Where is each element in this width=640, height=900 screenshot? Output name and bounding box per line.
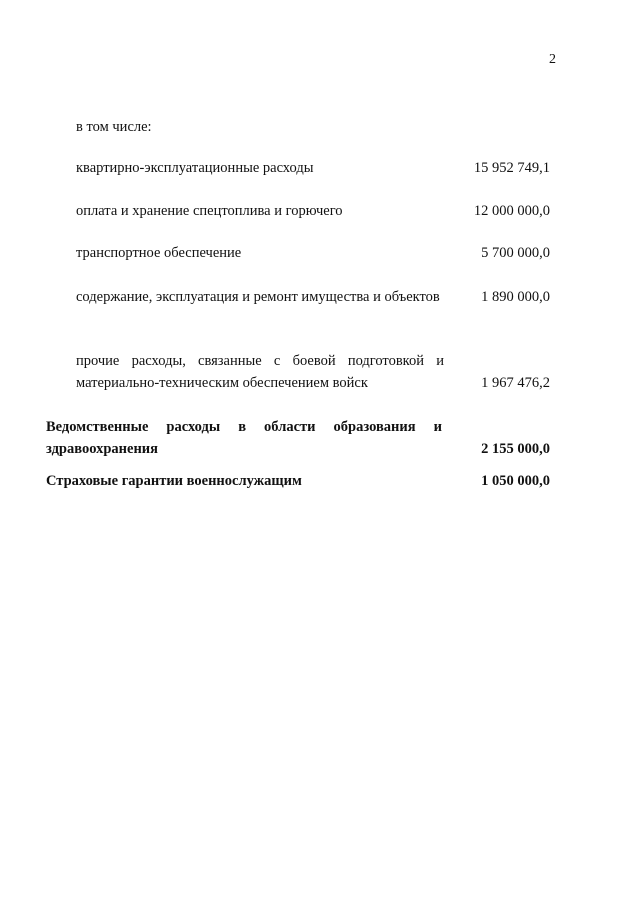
total-row-insurance bbox=[46, 470, 550, 492]
expense-value: 1 967 476,2 bbox=[481, 375, 550, 391]
expense-row-4 bbox=[76, 286, 550, 308]
total-value: 1 050 000,0 bbox=[481, 473, 550, 489]
expense-value: 12 000 000,0 bbox=[473, 203, 550, 219]
total-label: Ведомственные расходы в области образования и здравоохранения bbox=[46, 419, 442, 457]
expense-row-5 bbox=[76, 350, 550, 394]
total-value: 2 155 000,0 bbox=[481, 441, 550, 457]
expense-label: оплата и хранение спецтоплива и горючего bbox=[76, 203, 343, 219]
expense-value: 15 952 749,1 bbox=[473, 160, 550, 176]
expense-value: 5 700 000,0 bbox=[481, 245, 550, 261]
total-label: Страховые гарантии военнослужащим bbox=[46, 473, 302, 489]
total-row-education-health bbox=[46, 416, 550, 460]
expense-label: содержание, эксплуатация и ремонт имущества и объектов bbox=[76, 289, 440, 305]
expense-row-3 bbox=[76, 242, 550, 264]
expense-row-2 bbox=[76, 200, 550, 222]
page-number: 2 bbox=[549, 52, 556, 67]
expense-label: транспортное обеспечение bbox=[76, 245, 242, 261]
expense-row-1 bbox=[76, 157, 550, 179]
intro-text: в том числе: bbox=[76, 119, 152, 135]
expense-label: квартирно-эксплуатационные расходы bbox=[76, 160, 314, 176]
expense-label: прочие расходы, связанные с боевой подготовкой и материально-техническим обеспечением войск bbox=[76, 353, 444, 391]
expense-value: 1 890 000,0 bbox=[481, 289, 550, 305]
